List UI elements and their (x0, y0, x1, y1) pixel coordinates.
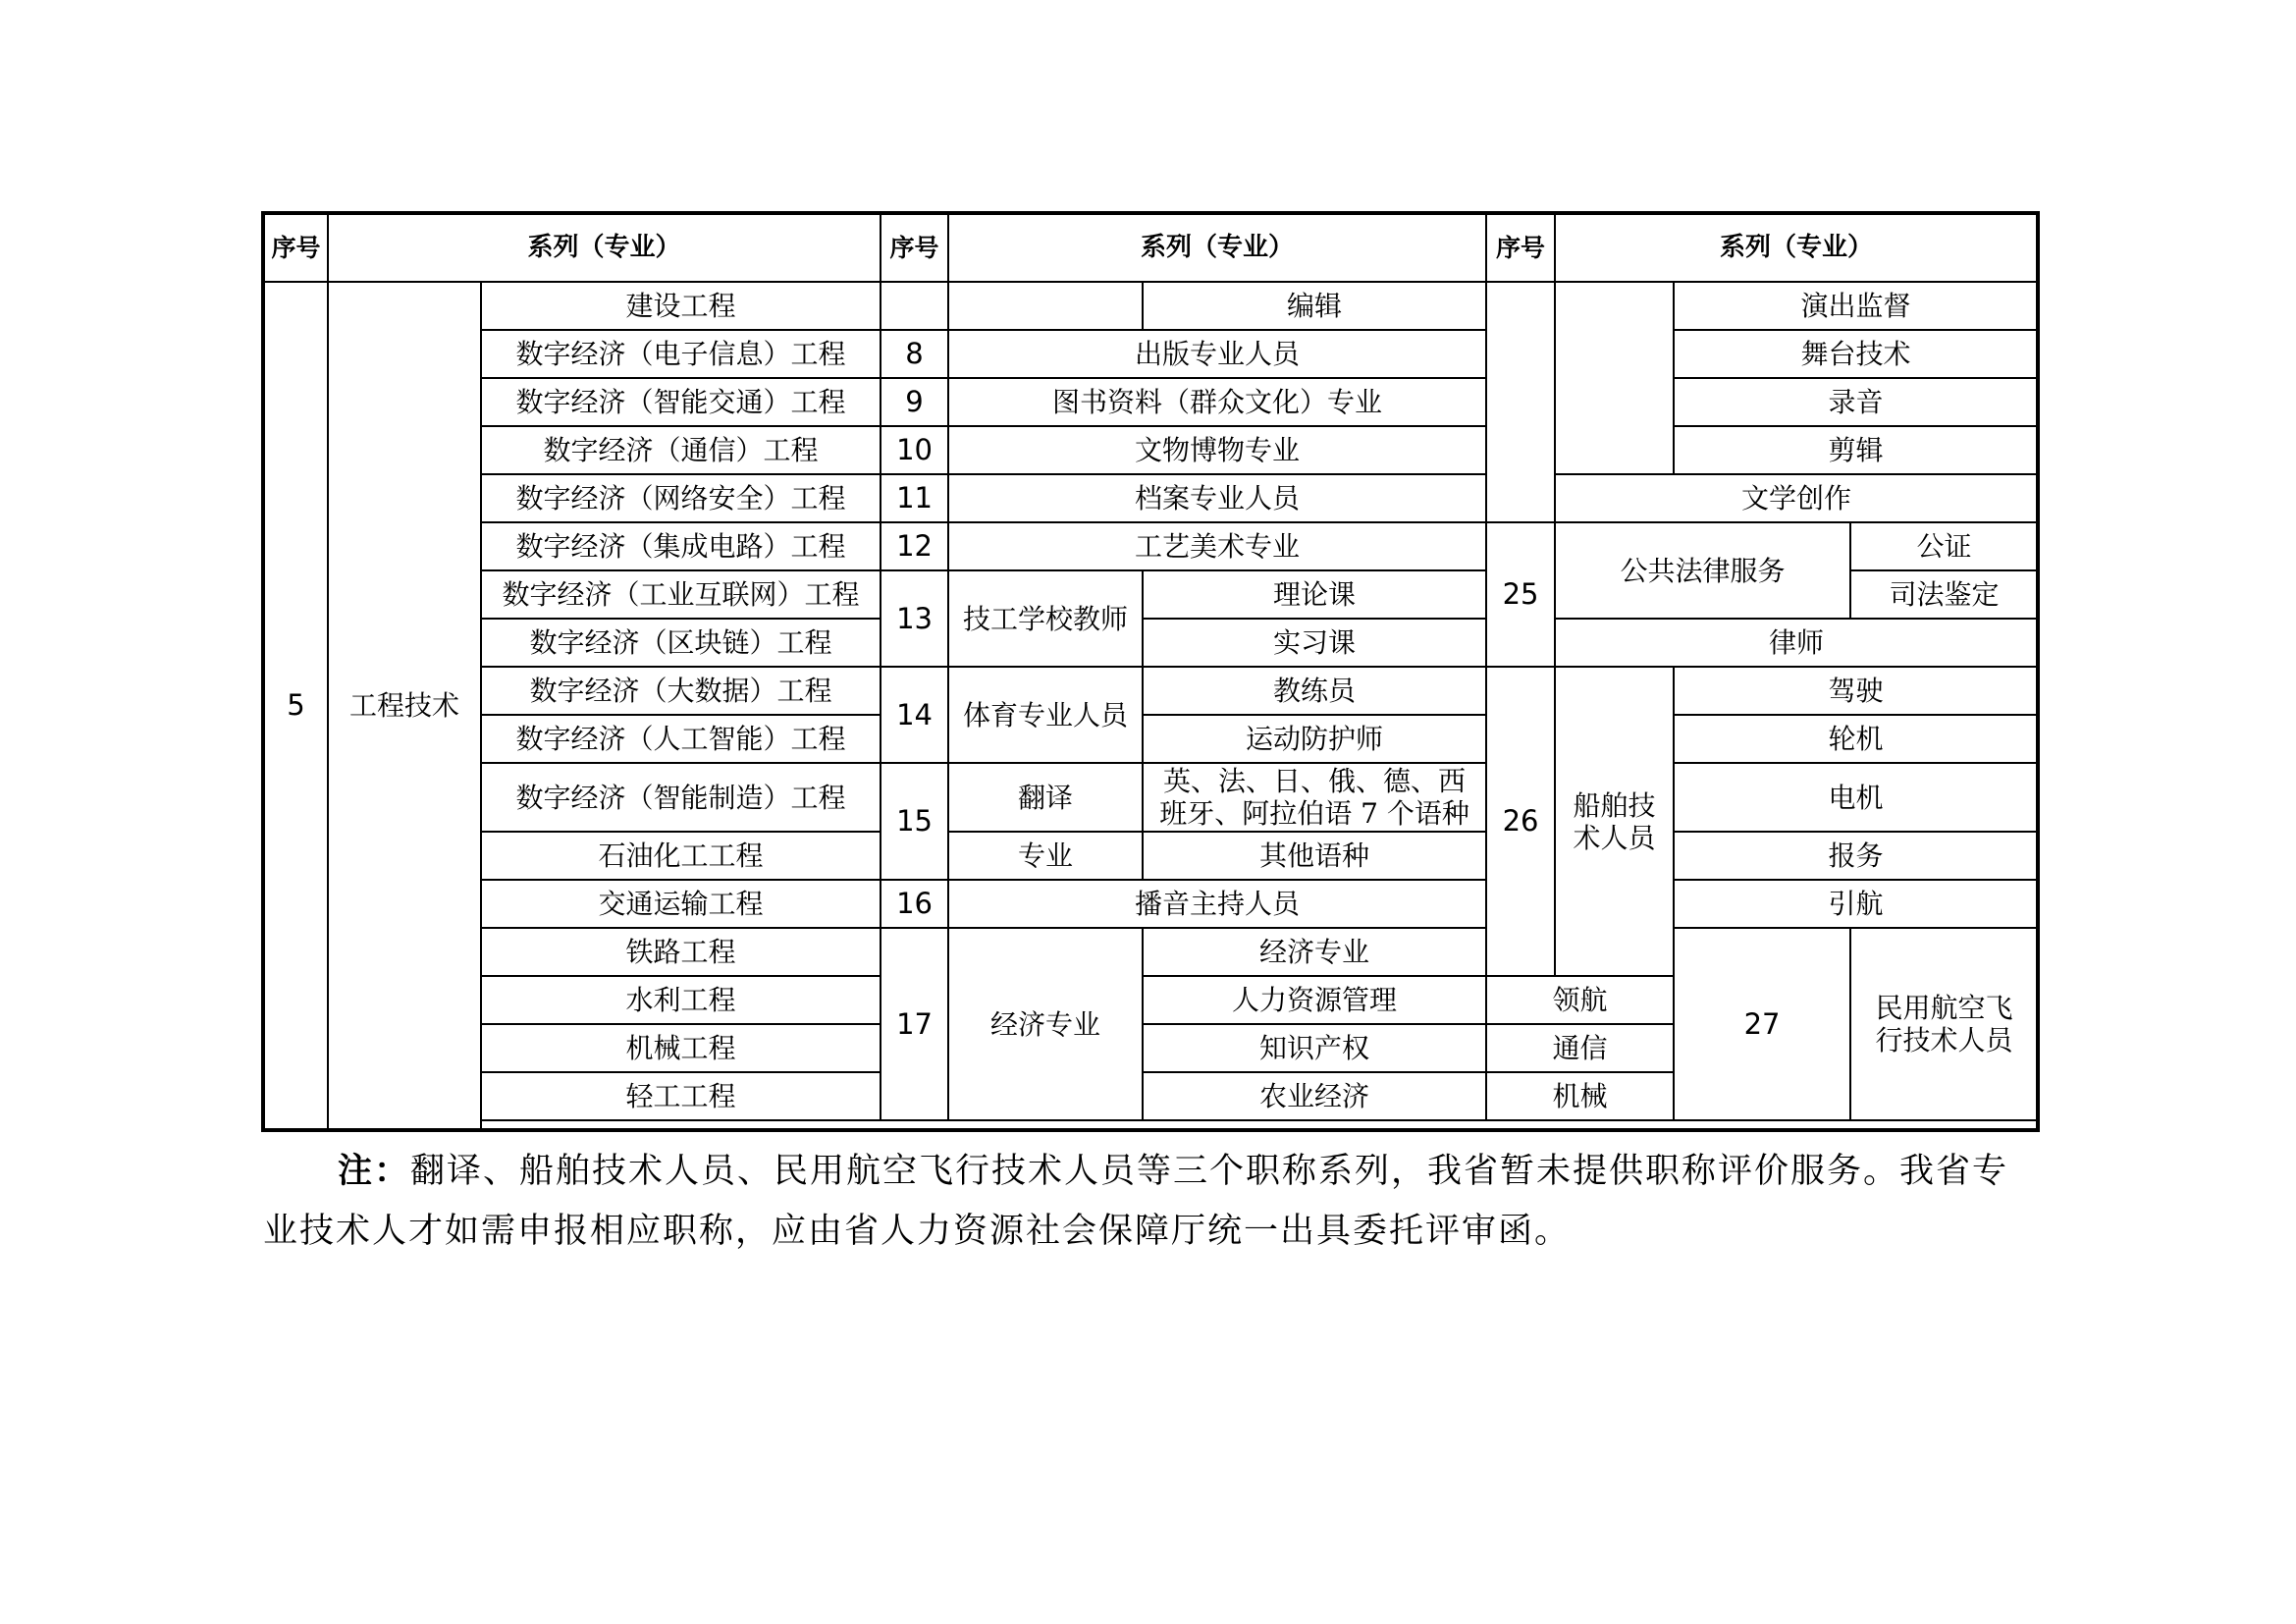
series-name: 体育专业人员 (948, 667, 1143, 763)
table-header-row (263, 213, 2038, 282)
header-seq: 序号 (1486, 213, 1555, 282)
seq-cell: 11 (881, 474, 948, 522)
series-item: 教练员 (1143, 667, 1486, 715)
table-row (263, 928, 2038, 976)
series-item: 数字经济（集成电路）工程 (481, 522, 881, 570)
series-item: 数字经济（智能制造）工程 (481, 763, 881, 832)
series-item: 公证 (1850, 522, 2038, 570)
seq-cell: 14 (881, 667, 948, 763)
series-name: 翻译 (948, 763, 1143, 832)
table-row (263, 1120, 2038, 1130)
table-row (263, 832, 2038, 880)
table-row (263, 522, 2038, 570)
table-row (263, 426, 2038, 474)
series-item: 出版专业人员 (948, 330, 1486, 378)
series-item: 数字经济（区块链）工程 (481, 619, 881, 667)
series-item: 铁路工程 (481, 928, 881, 976)
seq-cell: 17 (881, 928, 948, 1120)
seq-cell: 26 (1486, 667, 1555, 976)
header-series: 系列（专业） (328, 213, 881, 282)
series-item: 人力资源管理 (1143, 976, 1486, 1024)
series-name: 公共法律服务 (1555, 522, 1850, 619)
header-seq: 序号 (881, 213, 948, 282)
series-item: 律师 (1555, 619, 2038, 667)
seq-cell: 25 (1486, 522, 1555, 667)
seq-cell-empty (881, 282, 948, 330)
series-item: 交通运输工程 (481, 880, 881, 928)
series-item: 档案专业人员 (948, 474, 1486, 522)
title-series-table (261, 211, 2040, 1132)
series-name: 民用航空飞行技术人员 (1850, 928, 2038, 1120)
series-item: 播音主持人员 (948, 880, 1486, 928)
table-row (263, 378, 2038, 426)
series-item: 数字经济（通信）工程 (481, 426, 881, 474)
series-item: 运动防护师 (1143, 715, 1486, 763)
seq-cell: 5 (263, 282, 328, 1130)
series-item: 数字经济（人工智能）工程 (481, 715, 881, 763)
blank-cell (1555, 282, 1674, 474)
header-series: 系列（专业） (1555, 213, 2038, 282)
series-item: 通信 (1486, 1024, 1674, 1072)
series-item: 知识产权 (1143, 1024, 1486, 1072)
series-item: 数字经济（智能交通）工程 (481, 378, 881, 426)
series-item: 领航 (1486, 976, 1674, 1024)
series-item: 报务 (1674, 832, 2038, 880)
footnote-text: 翻译、船舶技术人员、民用航空飞行技术人员等三个职称系列，我省暂未提供职称评价服务。我省专业技术人才如需申报相应职称，应由省人力资源社会保障厅统一出具委托评审函。 (263, 1152, 2009, 1251)
seq-cell: 10 (881, 426, 948, 474)
seq-cell-empty (1486, 282, 1555, 522)
series-name: 专业 (948, 832, 1143, 880)
series-item: 司法鉴定 (1850, 570, 2038, 619)
category-cell: 工程技术 (328, 282, 481, 1130)
seq-cell: 8 (881, 330, 948, 378)
series-item: 理论课 (1143, 570, 1486, 619)
seq-cell: 15 (881, 763, 948, 880)
footnote-label: 注： (338, 1151, 411, 1191)
series-item: 数字经济（网络安全）工程 (481, 474, 881, 522)
series-item: 文学创作 (1555, 474, 2038, 522)
table-row (263, 763, 2038, 832)
seq-cell: 13 (881, 570, 948, 667)
series-item: 驾驶 (1674, 667, 2038, 715)
series-item: 机械工程 (481, 1024, 881, 1072)
series-item: 文物博物专业 (948, 426, 1486, 474)
series-item: 演出监督 (1674, 282, 2038, 330)
series-item: 数字经济（大数据）工程 (481, 667, 881, 715)
series-item: 经济专业 (1143, 928, 1486, 976)
series-item: 建设工程 (481, 282, 881, 330)
table-row (263, 619, 2038, 667)
series-name: 船舶技术人员 (1555, 667, 1674, 976)
series-item: 轮机 (1674, 715, 2038, 763)
seq-cell: 16 (881, 880, 948, 928)
series-item: 农业经济 (1143, 1072, 1486, 1120)
series-item: 数字经济（电子信息）工程 (481, 330, 881, 378)
table-row (263, 880, 2038, 928)
table-row (263, 667, 2038, 715)
series-item: 石油化工工程 (481, 832, 881, 880)
table-row (263, 474, 2038, 522)
series-item: 数字经济（工业互联网）工程 (481, 570, 881, 619)
series-item: 英、法、日、俄、德、西班牙、阿拉伯语 7 个语种 (1143, 763, 1486, 832)
series-name: 技工学校教师 (948, 570, 1143, 667)
series-name: 经济专业 (948, 928, 1143, 1120)
series-item: 机械 (1486, 1072, 1674, 1120)
seq-cell: 9 (881, 378, 948, 426)
seq-cell: 12 (881, 522, 948, 570)
series-item: 引航 (1674, 880, 2038, 928)
table-row (263, 330, 2038, 378)
series-item: 图书资料（群众文化）专业 (948, 378, 1486, 426)
series-item: 录音 (1674, 378, 2038, 426)
footnote (263, 1141, 2038, 1262)
series-item: 轻工工程 (481, 1072, 881, 1120)
table-row (263, 282, 2038, 330)
series-item: 实习课 (1143, 619, 1486, 667)
header-seq: 序号 (263, 213, 328, 282)
seq-cell: 27 (1674, 928, 1850, 1120)
series-item: 工艺美术专业 (948, 522, 1486, 570)
series-item: 其他语种 (1143, 832, 1486, 880)
series-item: 剪辑 (1674, 426, 2038, 474)
table-row (263, 715, 2038, 763)
header-series: 系列（专业） (948, 213, 1486, 282)
series-item: 编辑 (1143, 282, 1486, 330)
series-item: 水利工程 (481, 976, 881, 1024)
series-item: 舞台技术 (1674, 330, 2038, 378)
blank-cell (948, 282, 1143, 330)
series-item: 电机 (1674, 763, 2038, 832)
